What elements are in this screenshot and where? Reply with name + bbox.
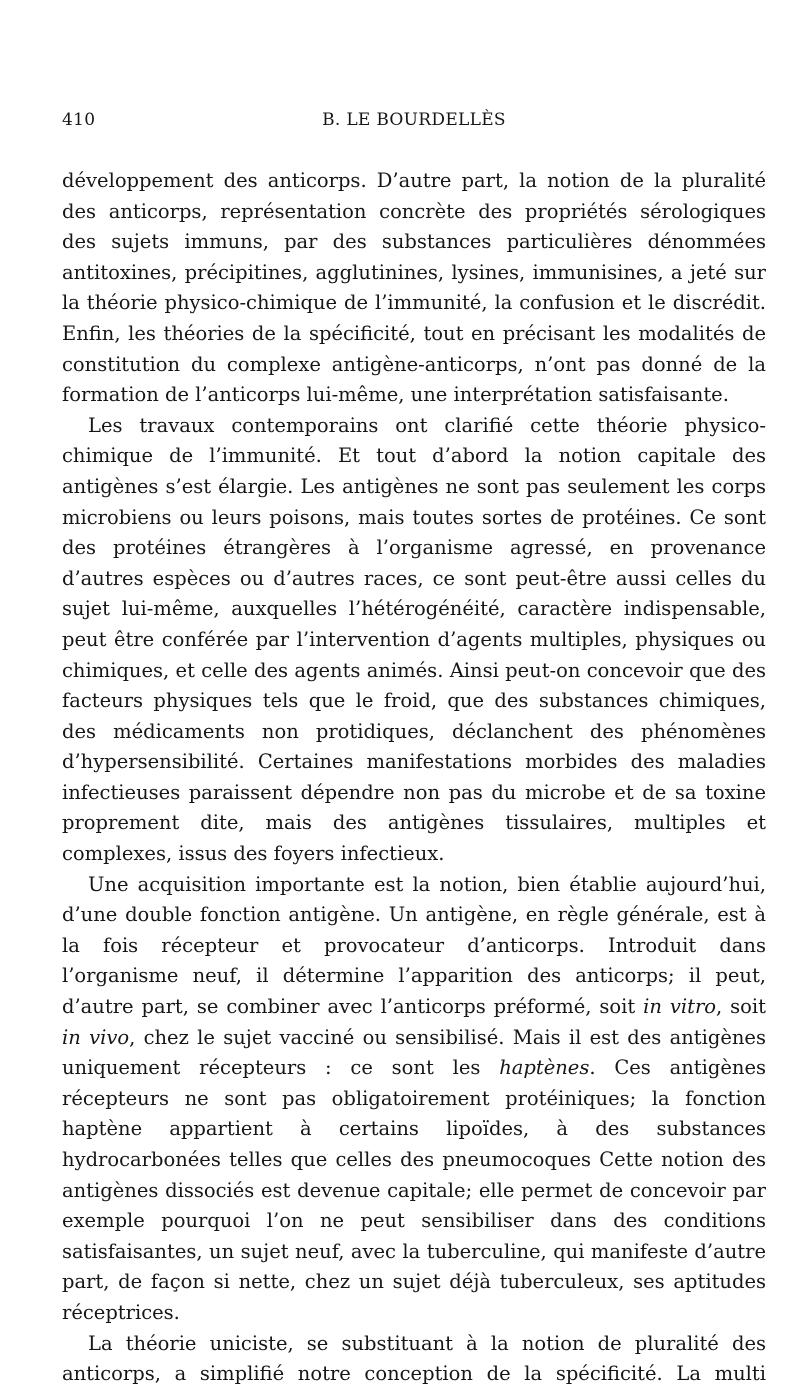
paragraph-3	[62, 870, 766, 1329]
page-number: 410	[62, 110, 96, 130]
paragraph-2: Les travaux contemporains ont clarifié cette théorie physico-chimique de l’immunité. Et tout d’abord la notion capitale des antigènes s’est élargie. Les antigènes ne sont pas seulement les corps microbiens ou leurs poisons, mais toutes sortes de protéines. Ce sont des protéines étrangères à l’organisme agressé, en provenance d’autres espèces ou d’autres races, ce sont peut-être aussi celles du sujet lui-même, auxquelles l’hétérogénéité, caractère indispensable, peut être conférée par l’intervention d’agents multiples, physiques ou chimiques, et celle des agents animés. Ainsi peut-on concevoir que des facteurs physiques tels que le froid, que des substances chimiques, des médicaments non protidiques, déclanchent des phénomènes d’hypersensibilité. Certaines manifestations morbides des maladies infectieuses paraissent dépendre non pas du microbe et de sa toxine proprement dite, mais des antigènes tissulaires, multiples et complexes, issus des foyers infectieux.	[62, 413, 766, 866]
paragraph-3-text-d: . Ces antigènes récepteurs ne sont pas obligatoirement protéiniques; la fonction haptène appartient à certains lipoïdes, à des substances hydrocarbonées telles que celles des pneumocoques Cette notion des antigènes dissociés est devenue capitale; elle permet de concevoir par exemple pourquoi l’on ne peut sensibiliser dans des conditions satisfaisantes, un sujet neuf, avec la tuberculine, qui manifeste d’autre part, de façon si nette, chez un sujet déjà tuberculeux, ses aptitudes réceptrices.	[62, 1056, 766, 1324]
paragraph-4: La théorie uniciste, se substituant à la notion de pluralité des anticorps, a simplifié notre conception de la spécificité. La multi	[62, 1331, 766, 1386]
paragraph-3-text-a: Une acquisition importante est la notion, bien établie aujourd’hui, d’une double fonction antigène. Un antigène, en règle générale, est à la fois récepteur et provocateur d’anticorps. Introduit dans l’organisme neuf, il détermine l’apparition des anticorps; il peut, d’autre part, se combiner avec l’anticorps préformé, soit	[62, 872, 766, 1019]
running-title: B. LE BOURDELLÈS	[322, 110, 506, 130]
italic-term-haptenes: haptènes	[499, 1056, 590, 1080]
italic-term-in-vitro: in vitro	[643, 995, 717, 1019]
paragraph-1: développement des anticorps. D’autre part, la notion de la pluralité des anticorps, représentation concrète des propriétés sérologiques des sujets immuns, par des substances particulières dénommées antitoxines, précipitines, agglutinines, lysines, immunisines, a jeté sur la théorie physico-chimique de l’immunité, la confusion et le discrédit. Enfin, les théories de la spécificité, tout en précisant les modalités de constitution du complexe antigène-anticorps, n’ont pas donné de la formation de l’anticorps lui-même, une interprétation satisfaisante.	[62, 169, 766, 407]
paragraph-3-text-b: , soit	[716, 995, 766, 1019]
paragraph-3-text-c: , chez le sujet vacciné ou sensibilisé. Mais il est des antigènes uniquement récepteurs : ce sont les	[62, 1025, 766, 1080]
running-head	[62, 110, 766, 140]
italic-term-in-vivo: in vivo	[62, 1025, 130, 1049]
body-text	[62, 166, 766, 1390]
